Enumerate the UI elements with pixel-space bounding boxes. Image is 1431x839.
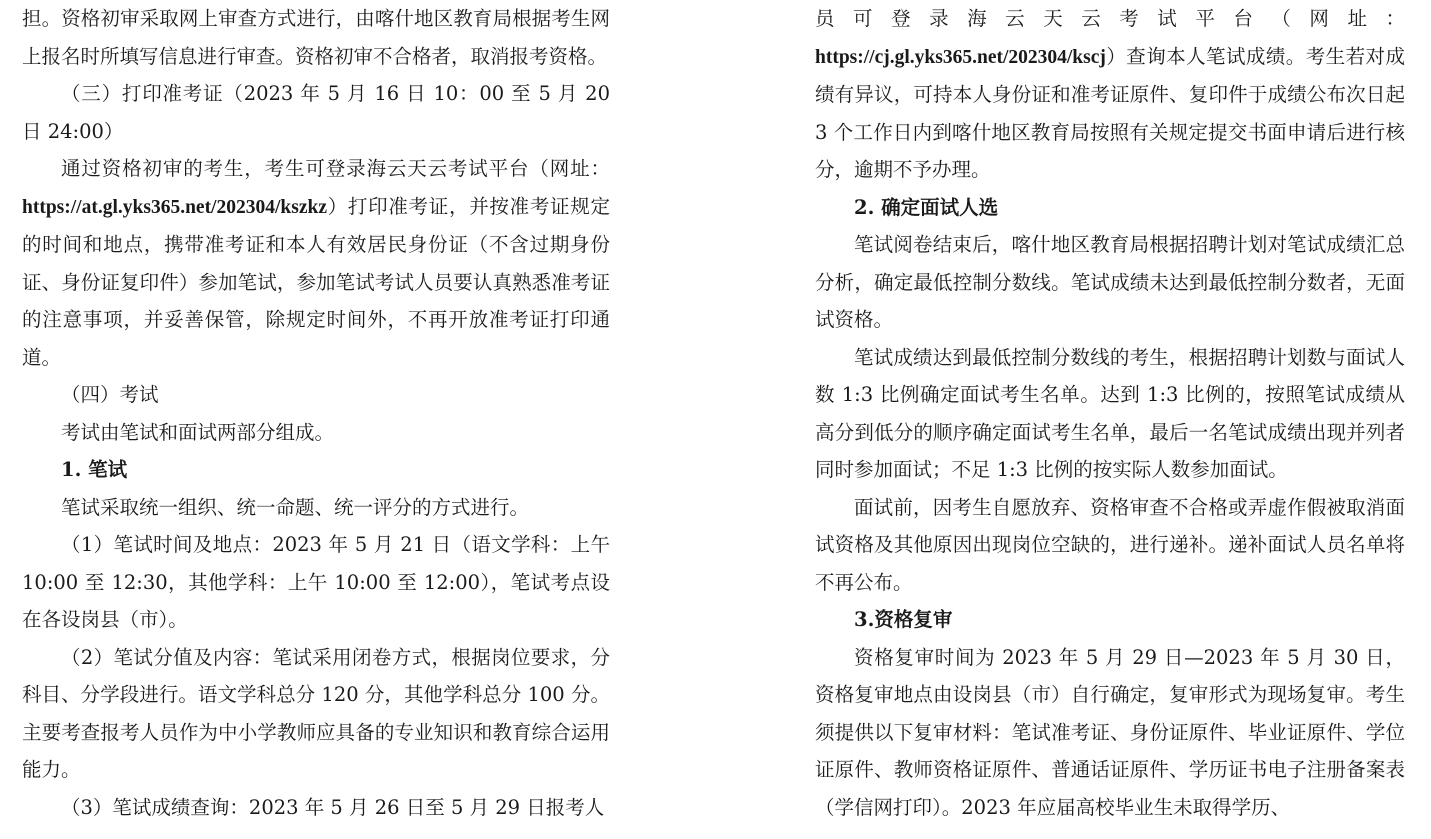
text-segment: ）查询本人笔试成绩。考生若对成绩有异议，可持本人身份证和准考证原件、复印件于成绩公布次日起 3 个工作日内到喀什地区教育局按照有关规定提交书面申请后进行核分，逾期不予办理。 [815, 44, 1405, 181]
paragraph-score-query-continued [815, 0, 1405, 189]
link-admission-ticket-url[interactable]: https://at.gl.yks365.net/202304/kszkz [22, 196, 327, 218]
paragraph-qualification-review-end: 担。资格初审采取网上审查方式进行，由喀什地区教育局根据考生网上报名时所填写信息进行审查。资格初审不合格者，取消报考资格。 [22, 7, 610, 68]
heading-written-exam: 1. 笔试 [61, 458, 128, 481]
heading-exam: （四）考试 [61, 383, 159, 406]
text-segment: 通过资格初审的考生，考生可登录海云天云考试平台（网址： [61, 157, 610, 180]
paragraph-exam-composition: 考试由笔试和面试两部分组成。 [61, 420, 335, 444]
paragraph-minimum-score-line: 笔试阅卷结束后，喀什地区教育局根据招聘计划对笔试成绩汇总分析，确定最低控制分数线。笔试成绩未达到最低控制分数者，无面试资格。 [815, 233, 1405, 331]
paragraph-interview-replacement: 面试前，因考生自愿放弃、资格审查不合格或弄虚作假被取消面试资格及其他原因出现岗位空缺的，进行递补。递补面试人员名单将不再公布。 [815, 495, 1405, 594]
paragraph-print-admission-ticket [22, 150, 610, 376]
paragraph-qualification-recheck: 资格复审时间为 2023 年 5 月 29 日—2023 年 5 月 30 日，资格复审地点由设岗县（市）自行确定，复审形式为现场复审。考生须提供以下复审材料：笔试准考证、身份证原件、毕业证原件、学位证原件、教师资格证原件、普通话证原件、学历证书电子注册备案表（学信网打印）。2023 年应届高校毕业生未取得学历、 [815, 645, 1405, 819]
text-segment: ）打印准考证，并按准考证规定的时间和地点，携带准考证和本人有效居民身份证（不含过期身份证、身份证复印件）参加笔试，参加笔试考试人员要认真熟悉准考证的注意事项，并妥善保管，除规定时间外，不再开放准考证打印通道。 [22, 194, 610, 369]
paragraph-written-exam-method: 笔试采取统一组织、统一命题、统一评分的方式进行。 [61, 495, 530, 519]
heading-interview-selection: 2. 确定面试人选 [854, 195, 999, 219]
paragraph-interview-ratio: 笔试成绩达到最低控制分数线的考生，根据招聘计划数与面试人数 1:3 比例确定面试考生名单。达到 1:3 比例的，按照笔试成绩从高分到低分的顺序确定面试考生名单，最后一名笔试成绩出现并列者同时参加面试；不足 1:3 比例的按实际人数参加面试。 [815, 345, 1405, 481]
link-score-query-url[interactable]: https://cj.gl.yks365.net/202304/kscj [815, 46, 1106, 68]
text-segment: 员可登录海云天云考试平台（网址： [815, 7, 1405, 30]
heading-qualification-recheck: 3.资格复审 [854, 608, 953, 631]
heading-print-admission-ticket: （三）打印准考证（2023 年 5 月 16 日 10：00 至 5 月 20 日 24:00） [22, 82, 610, 143]
paragraph-written-exam-score-content: （2）笔试分值及内容：笔试采用闭卷方式，根据岗位要求，分科目、分学段进行。语文学科总分 120 分，其他学科总分 100 分。主要考查报考人员作为中小学教师应具备的专业知识和教育综合运用能力。 [22, 645, 610, 781]
left-column [22, 0, 610, 826]
right-column [815, 0, 1405, 826]
paragraph-written-exam-time-place: （1）笔试时间及地点：2023 年 5 月 21 日（语文学科：上午 10:00 至 12:30，其他学科：上午 10:00 至 12:00），笔试考点设在各设岗县（市）。 [22, 533, 610, 631]
paragraph-written-exam-score-query: （3）笔试成绩查询：2023 年 5 月 26 日至 5 月 29 日报考人 [61, 795, 605, 819]
